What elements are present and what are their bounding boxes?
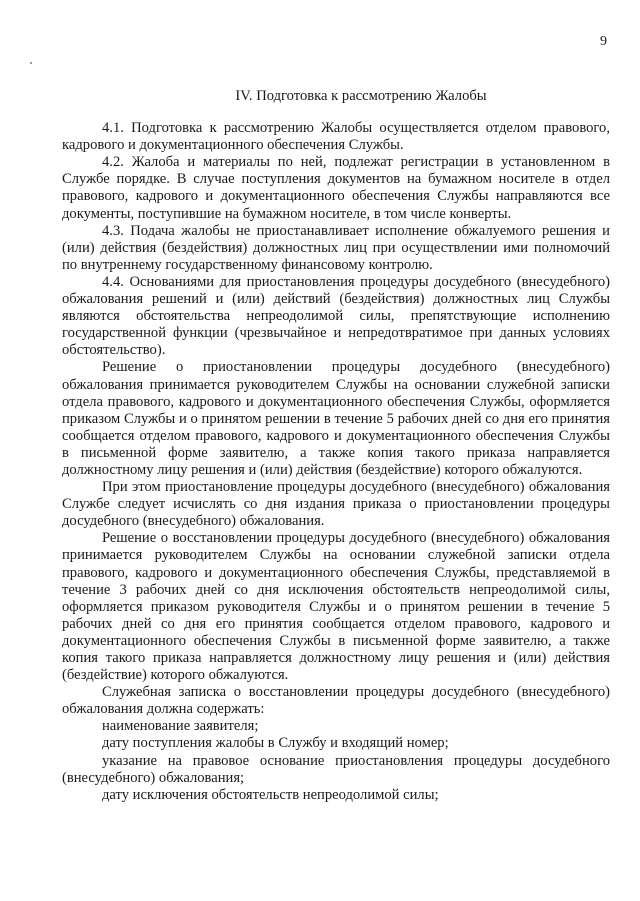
paragraph-memo-contents: Служебная записка о восстановлении процедуры досудебного (внесудебного) обжалования должна содержать: xyxy=(62,684,610,718)
section-title: IV. Подготовка к рассмотрению Жалобы xyxy=(235,88,487,104)
scan-speck xyxy=(30,62,32,64)
paragraph-suspension-period: При этом приостановление процедуры досудебного (внесудебного) обжалования Службе следует исчислять со дня издания приказа о приостановлении процедуры досудебного (внесудебного) обжалования. xyxy=(62,479,610,530)
list-item: указание на правовое основание приостановления процедуры досудебного (внесудебного) обжалования; xyxy=(62,752,610,786)
paragraph-4-2: 4.2. Жалоба и материалы по ней, подлежат регистрации в установленном в Службе порядке. В случае поступления документов на бумажном носителе в отдел правового, кадрового и документационного обеспечения Службы направляются все документы, поступившие на бумажном носителе, в том числе конверты. xyxy=(62,154,610,222)
list-item: дату исключения обстоятельств непреодолимой силы; xyxy=(102,786,439,803)
list-item: наименование заявителя; xyxy=(102,718,259,735)
paragraph-restoration-decision: Решение о восстановлении процедуры досудебного (внесудебного) обжалования принимается руководителем Службы на основании служебной записки отдела правового, кадрового и документационного обеспечения Службы, представляемой в течение 3 рабочих дней со дня исключения обстоятельств непреодолимой силы, оформляется приказом руководителя Службы и о принятом решении в течение 5 рабочих дней со дня его принятия сообщается отделом правового, кадрового и документационного обеспечения Службы в письменной форме заявителю, а также копия такого приказа направляется должностному лицу решения и (или) действия (бездействие) которого обжалуются. xyxy=(62,530,610,684)
paragraph-4-4: 4.4. Основаниями для приостановления процедуры досудебного (внесудебного) обжалования решений и (или) действий (бездействия) должностных лиц Службы являются обстоятельства непреодолимой силы, препятствующие исполнению государственной функции (чрезвычайное и непредотвратимое при данных условиях обстоятельство). xyxy=(62,273,610,359)
paragraph-4-3: 4.3. Подача жалобы не приостанавливает исполнение обжалуемого решения и (или) действия (бездействия) должностных лиц при осуществлении ими полномочий по внутреннему государственному финансовому контролю. xyxy=(62,222,610,273)
page-number: 9 xyxy=(600,34,607,49)
paragraph-4-1: 4.1. Подготовка к рассмотрению Жалобы осуществляется отделом правового, кадрового и документационного обеспечения Службы. xyxy=(62,120,610,154)
paragraph-suspension-decision: Решение о приостановлении процедуры досудебного (внесудебного) обжалования принимается руководителем Службы на основании служебной записки отдела правового, кадрового и документационного обеспечения Службы, оформляется приказом Службы и о принятом решении в течение 5 рабочих дней со дня его принятия сообщается отделом правового, кадрового и документационного обеспечения Службы в письменной форме заявителю, а также копия такого приказа направляется должностному лицу решения и (или) действия (бездействие) которого обжалуются. xyxy=(62,359,610,478)
memo-requirements-list xyxy=(62,718,610,803)
list-item: дату поступления жалобы в Службу и входящий номер; xyxy=(102,735,449,752)
document-page xyxy=(62,88,610,804)
